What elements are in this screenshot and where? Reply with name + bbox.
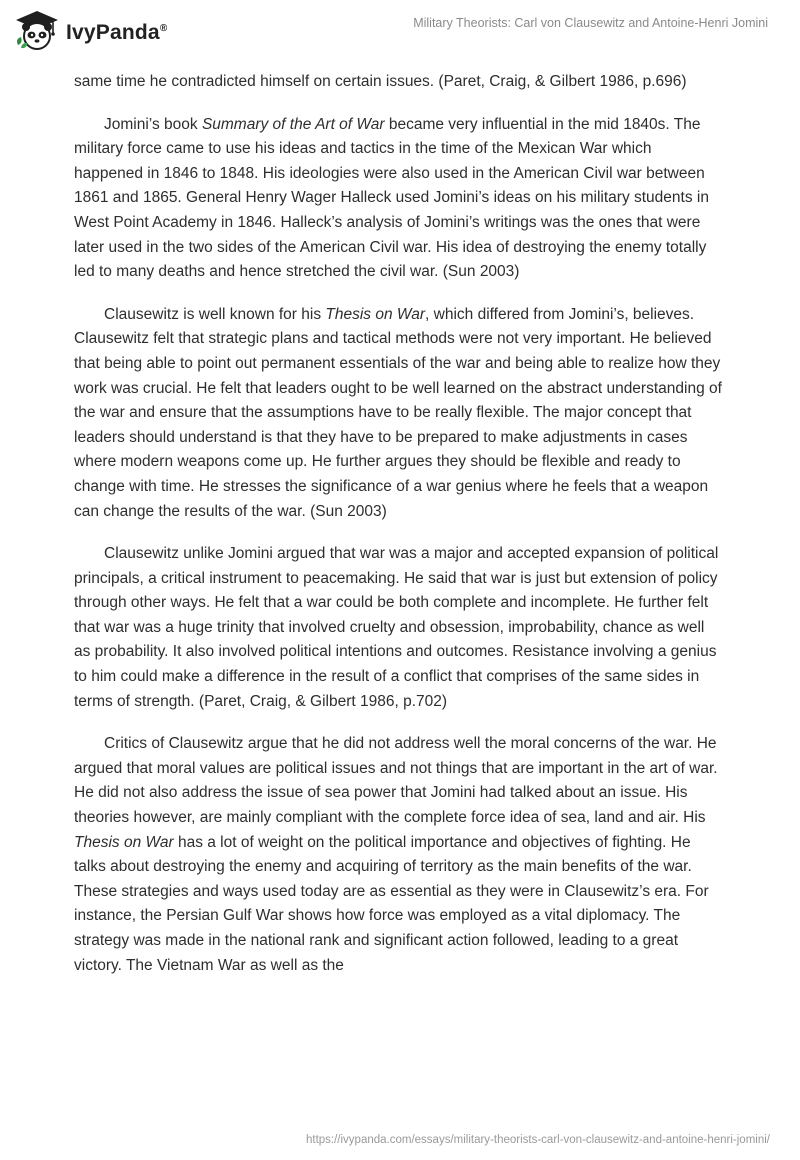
book-title: Thesis on War <box>74 833 174 851</box>
essay-body <box>74 70 724 996</box>
source-url[interactable]: https://ivypanda.com/essays/military-theorists-carl-von-clausewitz-and-antoine-henri-jomini/ <box>305 1134 770 1146</box>
book-title: Summary of the Art of War <box>201 115 385 133</box>
document-title: Military Theorists: Carl von Clausewitz and Antoine-Henri Jomini <box>413 16 768 30</box>
panda-icon <box>14 9 60 56</box>
logo-wordmark: IvyPanda® <box>66 20 168 44</box>
book-title: Thesis on War <box>325 305 426 323</box>
ivypanda-logo[interactable] <box>14 9 167 56</box>
page-header <box>0 0 800 60</box>
paragraph: Jomini’s book Summary of the Art of War became very influential in the mid 1840s. The military force came to use his ideas and tactics in the time of the Mexican War which happened in 1846 to 1848. His ideologies were also used in the American Civil war between 1861 and 1865. General Henry Wager Halleck used Jomini’s ideas on his military students in West Point Academy in 1846. Halleck’s analysis of Jomini’s writings was the ones that were later used in the two sides of the American Civil war. His idea of destroying the enemy totally led to many deaths and hence stretched the civil war. (Sun 2003) <box>74 115 709 281</box>
paragraph: Critics of Clausewitz argue that he did not address well the moral concerns of the war. He argued that moral values are political issues and not things that are important in the art of war. He did not also address the issue of sea power that Jomini had talked about an issue. His theories however, are mainly compliant with the complete force idea of sea, land and air. His Thesis on War has a lot of weight on the political importance and objectives of fighting. He talks about destroying the enemy and acquiring of territory as the main benefits of the war. These strategies and ways used today are as essential as they were in Clausewitz’s era. For instance, the Persian Gulf War shows how force was employed as a vital diplomacy. The strategy was made in the national rank and significant action followed, leading to a great victory. The Vietnam War as well as the <box>74 735 718 974</box>
paragraph: Clausewitz is well known for his Thesis on War, which differed from Jomini’s, believes. Clausewitz felt that strategic plans and tactical methods were not very important. He believed that being able to point out permanent essentials of the war and being able to realize how they work was crucial. He felt that leaders ought to be well learned on the abstract understanding of the war and ensure that the assumptions have to be really flexible. The major concept that leaders should understand is that they have to be prepared to make adjustments in cases where modern weapons come up. He further argues they should be flexible and ready to change with time. He stresses the significance of a war genius where he feels that a weapon can change the results of the war. (Sun 2003) <box>74 305 722 520</box>
paragraph: Clausewitz unlike Jomini argued that war was a major and accepted expansion of political principals, a critical instrument to peacemaking. He said that war is just but extension of policy through other ways. He felt that a war could be both complete and incomplete. He further felt that war was a huge trinity that involved cruelty and obsession, improbability, chance as well as probability. It also involved political intentions and outcomes. Resistance involving a genius to him could make a difference in the result of a conflict that comprises of the same sides in terms of strength. (Paret, Craig, & Gilbert 1986, p.702) <box>74 545 719 710</box>
paragraph: same time he contradicted himself on certain issues. (Paret, Craig, & Gilbert 1986, p.696) <box>74 73 687 90</box>
